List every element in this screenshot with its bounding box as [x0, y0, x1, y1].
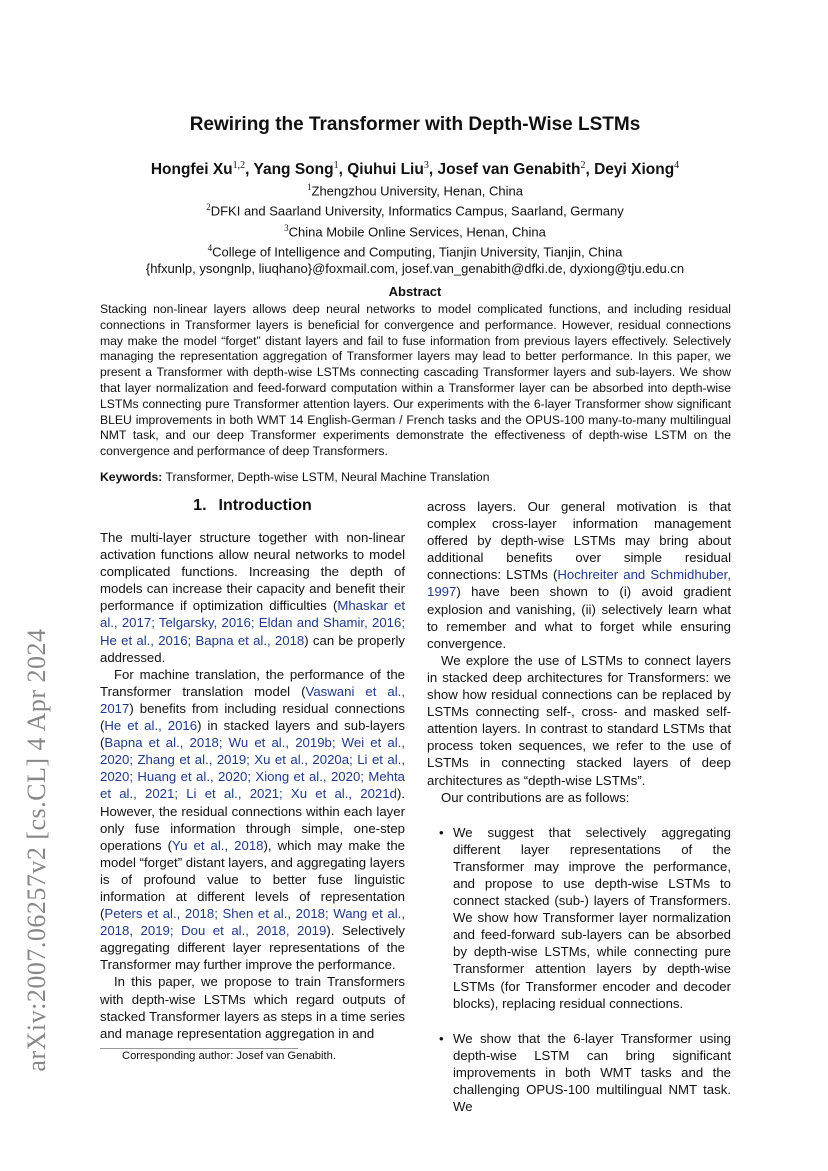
keywords-label: Keywords: [100, 470, 163, 484]
contribution-item: • We show that the 6-layer Transformer using depth-wise LSTM can bring significant improvements in both WMT tasks and the challenging OPUS-100 multilingual NMT task. We [439, 1030, 731, 1115]
paragraph: across layers. Our general motivation is that complex cross-layer information management offered by depth-wise LSTMs may bring about additional benefits over simple residual connections: LSTMs (Hochreiter and Schmidhuber, 1997) have been shown to (i) avoid gradient explosion and vanishing, (ii) selectively learn what to remember and what to forget while ensuring convergence. [427, 499, 731, 651]
author-affiliation-mark: 1 [333, 160, 339, 171]
left-column [100, 497, 405, 1042]
citation-link[interactable]: Peters et al., 2018; Shen et al., 2018; Wang et al., 2018, 2019; Dou et al., 2018, 2019 [100, 906, 405, 939]
affiliation: $^4$College of Intelligence and Computing, Tianjin University, Tianjin, China [207, 242, 623, 260]
author-name: Deyi Xiong [594, 161, 675, 179]
right-column [427, 498, 731, 1133]
paper-title: Rewiring the Transformer with Depth-Wise LSTMs [189, 114, 641, 135]
citation-link[interactable]: He et al., 2016 [104, 718, 198, 734]
affiliation: $^3$China Mobile Online Services, Henan, China [284, 222, 546, 239]
bullet-icon: • [439, 1030, 444, 1046]
author-name: Hongfei Xu [150, 161, 233, 179]
arxiv-identifier [8, 380, 66, 1072]
section-heading [100, 497, 405, 515]
author-name: Josef van Genabith [437, 161, 581, 179]
author-affiliation-mark: 2 [580, 160, 586, 171]
paragraph: We explore the use of LSTMs to connect layers in stacked deep architectures for Transformers: we show how residual connections can be replaced by LSTMs connecting self-, cross- and masked self-attention layers. In contrast to standard LSTMs that process token sequences, we refer to the use of LSTMs in connecting stacked layers of deep architectures as “depth-wise LSTMs”. [427, 652, 731, 788]
citation-link[interactable]: Bapna et al., 2018; Wu et al., 2019b; Wei et al., 2020; Zhang et al., 2019; Xu et al., 2020a; Li et al., 2020; Huang et al., 2020; Xiong et al., 2020; Mehta et al., 2021; Li et al., 2021; Xu et al., 2021d [100, 735, 405, 802]
author-affiliation-mark: 1,2 [232, 160, 246, 171]
paragraph: In this paper, we propose to train Transformers with depth-wise LSTMs which regard outputs of stacked Transformer layers as steps in a time series and manage representation aggregation in and [100, 974, 405, 1041]
author-list: Hongfei Xu$^{1,2}$, Yang Song$^1$, Qiuhui Liu$^3$, Josef van Genabith$^2$, Deyi Xiong$^4$ [150, 160, 680, 179]
citation-link[interactable]: Yu et al., 2018 [172, 837, 264, 853]
section-number: 1. [193, 497, 207, 514]
arxiv-id-text: arXiv:2007.06257v2 [cs.CL] 4 Apr 2024 [22, 628, 51, 1072]
paragraph: For machine translation, the performance of the Transformer translation model (Vaswani et al., 2017) benefits from including residual connections (He et al., 2016) in stacked layers and sub-layers (Bapna et al., 2018; Wu et al., 2019b; Wei et al., 2020; Zhang et al., 2019; Xu et al., 2020a; Li et al., 2020; Huang et al., 2020; Xiong et al., 2020; Mehta et al., 2021; Li et al., 2021; Xu et al., 2021d). However, the residual connections within each layer only fuse information through simple, one-step operations (Yu et al., 2018), which may make the model “forget” distant layers, and aggregating layers is of profound value to better fuse linguistic information at different levels of representation (Peters et al., 2018; Shen et al., 2018; Wang et al., 2018, 2019; Dou et al., 2018, 2019). Selectively aggregating different layer representations of the Transformer may further improve the performance. [100, 666, 406, 973]
footnote: Corresponding author: Josef van Genabith. [122, 1050, 336, 1062]
paragraph: The multi-layer structure together with non-linear activation functions allow neural networks to model complicated functions. Increasing the depth of models can increase their capacity and benefit their performance if optimization difficulties (Mhaskar et al., 2017; Telgarsky, 2016; Eldan and Shamir, 2016; He et al., 2016; Bapna et al., 2018) can be properly addressed. [100, 530, 406, 665]
paragraph: Our contributions are as follows: [441, 789, 630, 805]
author-name: Yang Song [253, 161, 334, 179]
abstract-text: Stacking non-linear layers allows deep neural networks to model complicated functions, and including residual connections in Transformer layers is beneficial for convergence and performance. However, residual connections may make the model “forget” distant layers and fail to fuse information from previous layers effectively. Selectively managing the representation aggregation of Transformer layers may lead to better performance. In this paper, we present a Transformer with depth-wise LSTMs connecting cascading Transformer layers and sub-layers. We show that layer normalization and feed-forward computation within a Transformer layer can be absorbed into depth-wise LSTMs connecting pure Transformer attention layers. Our experiments with the 6-layer Transformer show significant BLEU improvements in both WMT 14 English-German / French tasks and the OPUS-100 many-to-many multilingual NMT task, and our deep Transformer experiments demonstrate the effectiveness of depth-wise LSTM on the convergence and performance of deep Transformers. [100, 302, 731, 459]
citation-link[interactable]: Mhaskar et al., 2017; Telgarsky, 2016; Eldan and Shamir, 2016; He et al., 2016; Bapna et al., 2018 [100, 598, 406, 648]
abstract-heading: Abstract [388, 284, 442, 299]
contribution-list [427, 824, 731, 1116]
author-affiliation-mark: 4 [674, 160, 680, 171]
citation-link[interactable]: Hochreiter and Schmidhuber, 1997 [427, 567, 731, 600]
section-title: Introduction [218, 497, 312, 514]
affiliation-list [100, 179, 730, 260]
affiliations [100, 179, 730, 277]
affiliation: $^1$Zhengzhou University, Henan, China [307, 182, 523, 199]
keywords [100, 470, 730, 484]
author-emails: {hfxunlp, ysongnlp, liuqhano}@foxmail.com, josef.van_genabith@dfki.de, dyxiong@tju.edu.cn [145, 261, 685, 277]
footnote-rule [100, 1048, 298, 1049]
author-name: Qiuhui Liu [347, 161, 424, 179]
affiliation: $^2$DFKI and Saarland University, Informatics Campus, Saarland, Germany [206, 202, 624, 219]
citation-link[interactable]: Vaswani et al., 2017 [100, 683, 405, 716]
contribution-item: • We suggest that selectively aggregating different layer representations of the Transformer may improve the performance, and propose to use depth-wise LSTMs to connect stacked (sub-) layers of Transformers. We show how Transformer layer normalization and feed-forward sub-layers can be absorbed by depth-wise LSTMs, while connecting pure Transformer attention layers by depth-wise LSTMs (for Transformer encoder and decoder blocks), replacing residual connections. [439, 824, 731, 1011]
keywords-text: Transformer, Depth-wise LSTM, Neural Machine Translation [165, 470, 490, 484]
author-affiliation-mark: 3 [423, 160, 429, 171]
bullet-icon: • [439, 824, 444, 840]
